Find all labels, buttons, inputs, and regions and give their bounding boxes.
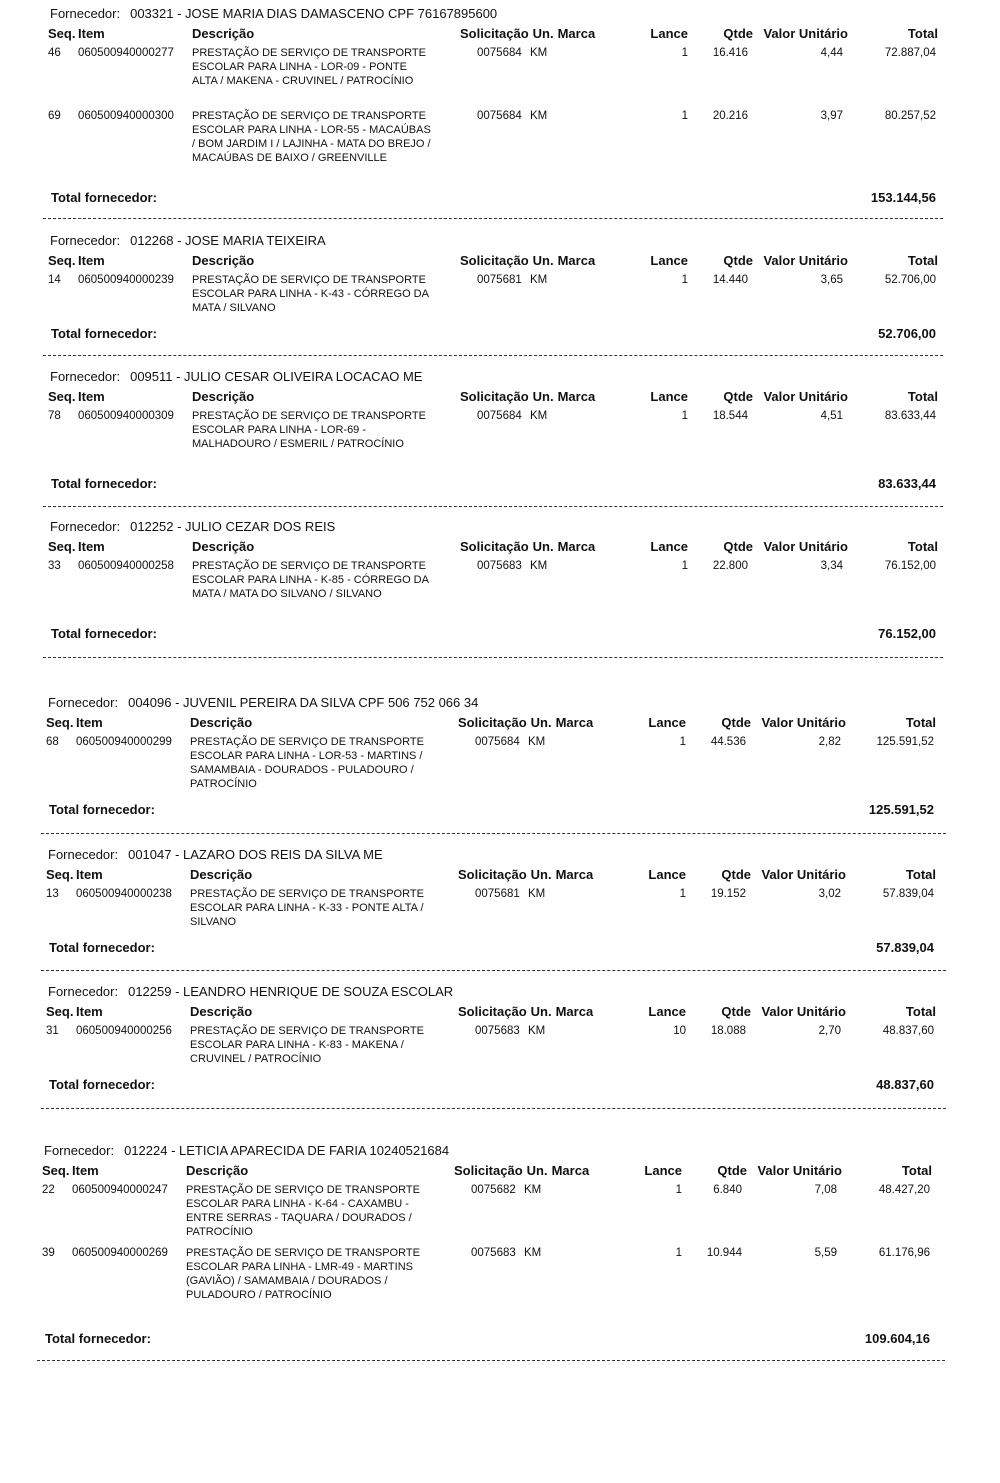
col-qtde-header: Qtde [721,715,751,730]
cell-total: 83.633,44 [884,410,936,422]
col-item-header: Item [78,26,105,41]
col-solicitacao-header: Solicitação [458,1004,527,1019]
supplier-block [43,5,943,208]
col-seq-header: Seq. [48,539,76,554]
cell-lance: 1 [681,410,688,422]
col-valor-unitario-header: Valor Unitário [763,389,848,404]
table-header [43,26,943,46]
col-item-header: Item [78,253,105,268]
cell-total: 48.837,60 [882,1025,934,1037]
cell-seq: 69 [48,110,61,122]
supplier-total-row [37,1331,945,1349]
cell-solicitacao: 0075684 [475,736,520,748]
table-header [37,1163,945,1183]
col-marca-header: Marca [551,1163,590,1178]
supplier-total-row [41,1077,946,1095]
col-qtde-header: Qtde [723,389,753,404]
table-row [43,46,943,109]
table-header [43,253,943,273]
supplier-name: 009511 - JULIO CESAR OLIVEIRA LOCACAO ME [130,369,423,384]
col-un-header: Un. [530,867,552,882]
col-lance-header: Lance [644,1163,682,1178]
cell-qtde: 10.944 [706,1247,742,1259]
col-item-header: Item [76,867,103,882]
col-un-header: Un. [532,26,554,41]
col-qtde-header: Qtde [723,26,753,41]
cell-descricao: PRESTAÇÃO DE SERVIÇO DE TRANSPORTE ESCOLAR PARA LINHA - K-64 - CAXAMBU - ENTRE SERRAS - TAQUARA / DOURADOS / PATROCÍNIO [186,1184,420,1238]
dashed-separator [41,970,946,971]
col-total-header: Total [907,253,938,268]
cell-valor-unitario: 4,44 [820,47,843,59]
supplier-block [41,694,946,820]
col-solicitacao-header: Solicitação [454,1163,523,1178]
cell-descricao: PRESTAÇÃO DE SERVIÇO DE TRANSPORTE ESCOLAR PARA LINHA - LOR-53 - MARTINS / SAMAMBAIA - DOURADOS - PULADOURO / PATROCÍNIO [190,736,424,790]
supplier-line [37,1142,945,1160]
supplier-label: Fornecedor: [48,984,119,999]
cell-lance: 10 [673,1025,686,1037]
col-un-header: Un. [530,715,552,730]
cell-lance: 1 [679,888,686,900]
cell-lance: 1 [681,110,688,122]
cell-valor-unitario: 4,51 [820,410,843,422]
supplier-label: Fornecedor: [50,519,121,534]
supplier-label: Fornecedor: [50,6,121,21]
cell-lance: 1 [681,560,688,572]
cell-solicitacao: 0075681 [475,888,520,900]
cell-seq: 46 [48,47,61,59]
supplier-line [41,983,946,1001]
supplier-total-value: 83.633,44 [878,476,936,491]
cell-qtde: 22.800 [712,560,748,572]
col-lance-header: Lance [650,539,688,554]
supplier-block [43,368,943,494]
col-marca-header: Marca [555,1004,594,1019]
dashed-separator [43,657,943,658]
table-row [37,1183,945,1246]
col-total-header: Total [901,1163,932,1178]
cell-un: KM [530,110,548,122]
col-item-header: Item [76,1004,103,1019]
cell-total: 57.839,04 [882,888,934,900]
col-qtde-header: Qtde [723,253,753,268]
col-descricao-header: Descrição [190,867,253,882]
col-marca-header: Marca [557,539,596,554]
supplier-line [41,694,946,712]
cell-valor-unitario: 2,82 [818,736,841,748]
cell-solicitacao: 0075683 [477,560,522,572]
supplier-block [43,232,943,344]
table-row [43,409,943,471]
table-header [43,389,943,409]
cell-valor-unitario: 3,02 [818,888,841,900]
supplier-total-value: 153.144,56 [870,190,936,205]
supplier-total-row [43,626,943,644]
cell-seq: 39 [42,1247,55,1259]
col-valor-unitario-header: Valor Unitário [763,26,848,41]
supplier-label: Fornecedor: [44,1143,115,1158]
supplier-total-label: Total fornecedor: [49,940,155,955]
cell-item: 060500940000299 [76,736,172,748]
cell-total: 52.706,00 [884,274,936,286]
cell-total: 125.591,52 [876,736,934,748]
col-seq-header: Seq. [46,1004,74,1019]
cell-solicitacao: 0075684 [477,47,522,59]
col-lance-header: Lance [648,715,686,730]
col-un-header: Un. [530,1004,552,1019]
cell-lance: 1 [681,274,688,286]
cell-lance: 1 [681,47,688,59]
supplier-total-label: Total fornecedor: [51,326,157,341]
cell-descricao: PRESTAÇÃO DE SERVIÇO DE TRANSPORTE ESCOLAR PARA LINHA - LOR-09 - PONTE ALTA / MAKENA - CRUVINEL / PATROCÍNIO [192,47,426,87]
supplier-total-row [43,476,943,494]
cell-total: 80.257,52 [884,110,936,122]
supplier-line [43,518,943,536]
supplier-label: Fornecedor: [50,369,121,384]
cell-descricao: PRESTAÇÃO DE SERVIÇO DE TRANSPORTE ESCOLAR PARA LINHA - K-33 - PONTE ALTA / SILVANO [190,888,424,928]
col-lance-header: Lance [648,1004,686,1019]
col-solicitacao-group-header [454,1163,593,1178]
cell-descricao: PRESTAÇÃO DE SERVIÇO DE TRANSPORTE ESCOLAR PARA LINHA - K-83 - MAKENA / CRUVINEL / PATROCÍNIO [190,1025,424,1065]
table-header [41,867,946,887]
col-lance-header: Lance [650,389,688,404]
supplier-line [43,5,943,23]
cell-lance: 1 [675,1247,682,1259]
cell-valor-unitario: 7,08 [814,1184,837,1196]
supplier-total-label: Total fornecedor: [51,626,157,641]
cell-descricao: PRESTAÇÃO DE SERVIÇO DE TRANSPORTE ESCOLAR PARA LINHA - K-85 - CÓRREGO DA MATA / MATA DO SILVANO / SILVANO [192,560,429,600]
supplier-label: Fornecedor: [50,233,121,248]
col-marca-header: Marca [555,867,594,882]
cell-item: 060500940000277 [78,47,174,59]
table-header [43,539,943,559]
col-seq-header: Seq. [46,715,74,730]
col-solicitacao-header: Solicitação [460,389,529,404]
cell-item: 060500940000239 [78,274,174,286]
cell-valor-unitario: 3,97 [820,110,843,122]
table-row [43,109,943,185]
supplier-total-value: 57.839,04 [876,940,934,955]
cell-qtde: 6.840 [713,1184,742,1196]
cell-un: KM [530,274,548,286]
col-item-header: Item [78,539,105,554]
supplier-total-label: Total fornecedor: [51,476,157,491]
cell-seq: 78 [48,410,61,422]
cell-total: 48.427,20 [878,1184,930,1196]
cell-solicitacao: 0075683 [471,1247,516,1259]
supplier-name: 012259 - LEANDRO HENRIQUE DE SOUZA ESCOLAR [128,984,454,999]
col-solicitacao-group-header [458,867,597,882]
cell-un: KM [528,736,546,748]
dashed-separator [41,833,946,834]
col-lance-header: Lance [650,26,688,41]
supplier-total-value: 125.591,52 [868,802,934,817]
col-descricao-header: Descrição [190,1004,253,1019]
cell-valor-unitario: 2,70 [818,1025,841,1037]
col-solicitacao-header: Solicitação [458,867,527,882]
supplier-total-label: Total fornecedor: [49,1077,155,1092]
col-solicitacao-group-header [458,715,597,730]
cell-qtde: 20.216 [712,110,748,122]
table-row [37,1246,945,1326]
col-solicitacao-group-header [460,539,599,554]
supplier-total-label: Total fornecedor: [51,190,157,205]
cell-seq: 33 [48,560,61,572]
supplier-line [43,232,943,250]
table-row [41,887,946,935]
supplier-line [41,846,946,864]
cell-un: KM [528,1025,546,1037]
col-lance-header: Lance [648,867,686,882]
cell-seq: 31 [46,1025,59,1037]
col-descricao-header: Descrição [186,1163,249,1178]
col-solicitacao-group-header [460,389,599,404]
table-header [41,1004,946,1024]
col-total-header: Total [907,389,938,404]
cell-valor-unitario: 3,65 [820,274,843,286]
col-valor-unitario-header: Valor Unitário [763,539,848,554]
col-solicitacao-header: Solicitação [460,539,529,554]
supplier-name: 012224 - LETICIA APARECIDA DE FARIA 10240521684 [124,1143,450,1158]
cell-descricao: PRESTAÇÃO DE SERVIÇO DE TRANSPORTE ESCOLAR PARA LINHA - LMR-49 - MARTINS (GAVIÃO) / SAMAMBAIA / DOURADOS / PULADOURO / PATROCÍNIO [186,1247,420,1301]
col-qtde-header: Qtde [721,867,751,882]
supplier-label: Fornecedor: [48,695,119,710]
cell-valor-unitario: 3,34 [820,560,843,572]
col-seq-header: Seq. [48,26,76,41]
col-qtde-header: Qtde [723,539,753,554]
cell-seq: 14 [48,274,61,286]
supplier-total-value: 48.837,60 [876,1077,934,1092]
dashed-separator [41,1108,946,1109]
col-un-header: Un. [532,389,554,404]
dashed-separator [43,506,943,507]
col-valor-unitario-header: Valor Unitário [757,1163,842,1178]
cell-descricao: PRESTAÇÃO DE SERVIÇO DE TRANSPORTE ESCOLAR PARA LINHA - LOR-69 - MALHADOURO / ESMERIL / PATROCÍNIO [192,410,426,450]
cell-qtde: 44.536 [710,736,746,748]
col-marca-header: Marca [557,253,596,268]
supplier-block [43,518,943,644]
col-seq-header: Seq. [48,253,76,268]
col-solicitacao-group-header [458,1004,597,1019]
cell-solicitacao: 0075682 [471,1184,516,1196]
col-marca-header: Marca [557,389,596,404]
supplier-block [41,846,946,958]
supplier-name: 001047 - LAZARO DOS REIS DA SILVA ME [128,847,383,862]
col-qtde-header: Qtde [717,1163,747,1178]
table-row [41,1024,946,1072]
col-descricao-header: Descrição [192,539,255,554]
col-valor-unitario-header: Valor Unitário [761,867,846,882]
col-seq-header: Seq. [42,1163,70,1178]
supplier-total-value: 52.706,00 [878,326,936,341]
col-total-header: Total [907,539,938,554]
col-valor-unitario-header: Valor Unitário [761,715,846,730]
cell-item: 060500940000258 [78,560,174,572]
col-descricao-header: Descrição [192,389,255,404]
supplier-total-row [43,190,943,208]
col-solicitacao-group-header [460,253,599,268]
cell-un: KM [524,1247,542,1259]
cell-qtde: 19.152 [710,888,746,900]
col-seq-header: Seq. [46,867,74,882]
col-valor-unitario-header: Valor Unitário [761,1004,846,1019]
col-item-header: Item [76,715,103,730]
cell-item: 060500940000309 [78,410,174,422]
supplier-total-value: 109.604,16 [864,1331,930,1346]
supplier-line [43,368,943,386]
col-item-header: Item [72,1163,99,1178]
cell-valor-unitario: 5,59 [814,1247,837,1259]
cell-seq: 13 [46,888,59,900]
col-total-header: Total [905,715,936,730]
cell-un: KM [528,888,546,900]
dashed-separator [37,1360,945,1361]
col-total-header: Total [905,1004,936,1019]
cell-un: KM [524,1184,542,1196]
col-descricao-header: Descrição [190,715,253,730]
cell-item: 060500940000247 [72,1184,168,1196]
cell-solicitacao: 0075684 [477,410,522,422]
supplier-total-row [43,326,943,344]
table-row [41,735,946,797]
cell-descricao: PRESTAÇÃO DE SERVIÇO DE TRANSPORTE ESCOLAR PARA LINHA - K-43 - CÓRREGO DA MATA / SILVANO [192,274,429,314]
cell-item: 060500940000300 [78,110,174,122]
col-qtde-header: Qtde [721,1004,751,1019]
cell-qtde: 18.544 [712,410,748,422]
cell-total: 72.887,04 [884,47,936,59]
cell-solicitacao: 0075684 [477,110,522,122]
col-descricao-header: Descrição [192,253,255,268]
col-un-header: Un. [532,253,554,268]
supplier-name: 012268 - JOSE MARIA TEIXEIRA [130,233,326,248]
cell-un: KM [530,47,548,59]
supplier-block [41,983,946,1095]
col-seq-header: Seq. [48,389,76,404]
supplier-total-value: 76.152,00 [878,626,936,641]
col-solicitacao-header: Solicitação [460,26,529,41]
col-solicitacao-group-header [460,26,599,41]
col-descricao-header: Descrição [192,26,255,41]
col-un-header: Un. [526,1163,548,1178]
dashed-separator [43,218,943,219]
cell-qtde: 16.416 [712,47,748,59]
supplier-total-row [41,802,946,820]
col-marca-header: Marca [557,26,596,41]
table-row [43,559,943,621]
dashed-separator [43,355,943,356]
col-valor-unitario-header: Valor Unitário [763,253,848,268]
supplier-total-row [41,940,946,958]
cell-seq: 22 [42,1184,55,1196]
cell-solicitacao: 0075681 [477,274,522,286]
col-total-header: Total [905,867,936,882]
cell-lance: 1 [679,736,686,748]
table-header [41,715,946,735]
supplier-block [37,1142,945,1349]
col-marca-header: Marca [555,715,594,730]
cell-item: 060500940000269 [72,1247,168,1259]
supplier-total-label: Total fornecedor: [49,802,155,817]
col-un-header: Un. [532,539,554,554]
cell-total: 76.152,00 [884,560,936,572]
table-row [43,273,943,321]
cell-total: 61.176,96 [878,1247,930,1259]
cell-item: 060500940000238 [76,888,172,900]
supplier-label: Fornecedor: [48,847,119,862]
cell-qtde: 18.088 [710,1025,746,1037]
col-solicitacao-header: Solicitação [458,715,527,730]
cell-un: KM [530,410,548,422]
cell-descricao: PRESTAÇÃO DE SERVIÇO DE TRANSPORTE ESCOLAR PARA LINHA - LOR-55 - MACAÚBAS / BOM JARDIM I / LAJINHA - MATA DO BREJO / MACAÚBAS DE BAIXO / GREENVILLE [192,110,431,164]
col-lance-header: Lance [650,253,688,268]
cell-lance: 1 [675,1184,682,1196]
cell-seq: 68 [46,736,59,748]
supplier-total-label: Total fornecedor: [45,1331,151,1346]
cell-un: KM [530,560,548,572]
cell-qtde: 14.440 [712,274,748,286]
col-total-header: Total [907,26,938,41]
cell-item: 060500940000256 [76,1025,172,1037]
col-item-header: Item [78,389,105,404]
supplier-name: 003321 - JOSE MARIA DIAS DAMASCENO CPF 76167895600 [130,6,498,21]
col-solicitacao-header: Solicitação [460,253,529,268]
cell-solicitacao: 0075683 [475,1025,520,1037]
supplier-name: 004096 - JUVENIL PEREIRA DA SILVA CPF 506 752 066 34 [128,695,479,710]
supplier-name: 012252 - JULIO CEZAR DOS REIS [130,519,336,534]
